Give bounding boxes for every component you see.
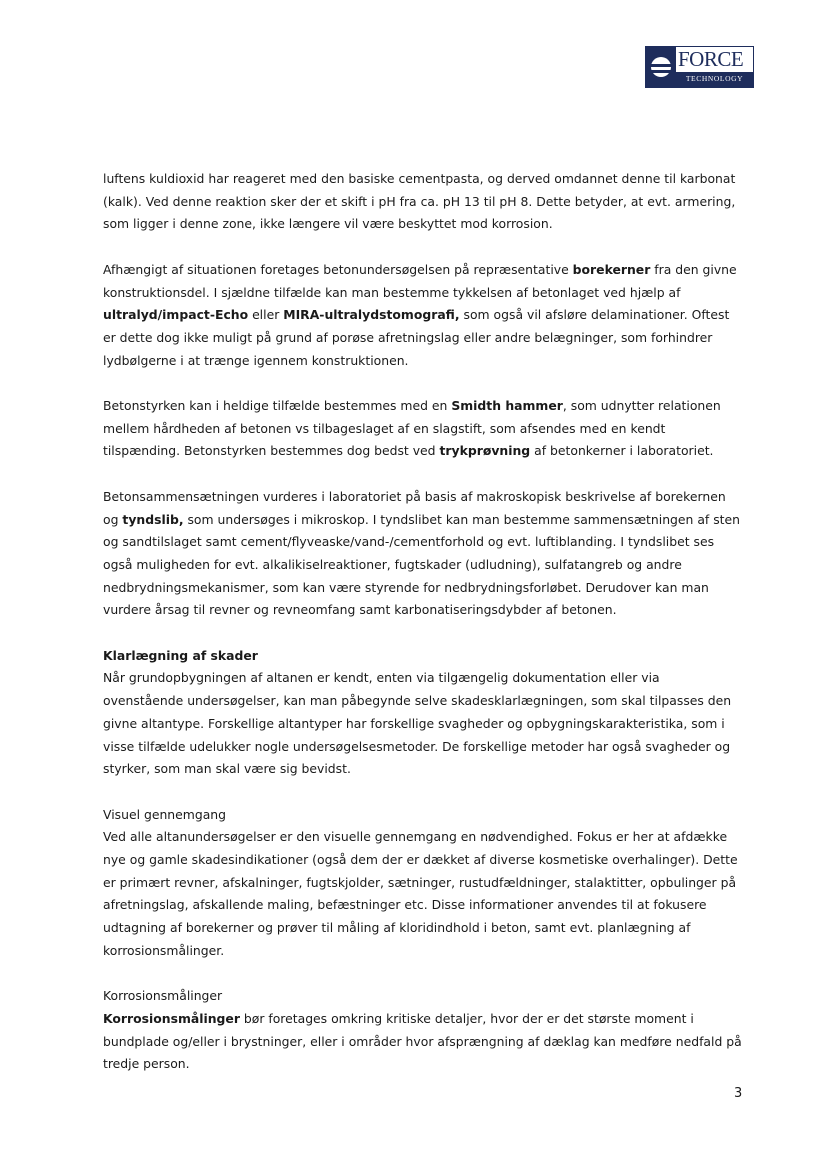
paragraph-drill-cores (103, 259, 743, 373)
globe-icon (646, 47, 676, 87)
bold-term-ultrasound: ultralyd/impact-Echo (103, 307, 249, 323)
bold-term-corrosion: Korrosionsmålinger (103, 1010, 240, 1026)
text-run: bør foretages omkring kritiske detaljer, hvor der er det største moment i bundplade og/eller i brystninger, eller i områder hvor afsprængning af dæklag kan medføre nedfald på tredje person. (103, 1010, 742, 1072)
text-run: Afhængigt af situationen foretages betonundersøgelsen på repræsentative (103, 261, 573, 277)
text-run: Betonstyrken kan i heldige tilfælde bestemmes med en (103, 398, 452, 413)
text-run: fra den givne konstruktionsdel. I sjældne tilfælde kan man bestemme tykkelsen af betonlaget ved hjælp af (103, 261, 737, 300)
text-run: eller (248, 307, 284, 323)
text-run: , som udnytter relationen mellem hårdheden af betonen vs tilbageslaget af en slagstift, som afsendes med en kendt tilspænding. Betonstyrken bestemmes dog bedst ved (103, 398, 721, 459)
subheading-visual: Visuel gennemgang (103, 806, 227, 822)
logo-subtitle: TECHNOLOGY (676, 72, 753, 87)
paragraph-corrosion (103, 1008, 743, 1076)
paragraph-carbonation: luftens kuldioxid har reageret med den basiske cementpasta, og derved omdannet denne til karbonat (kalk). Ved denne reaktion sker der et skift i pH fra ca. pH 13 til pH 8. Dette betyder, at evt. armering, som ligger i denne zone, ikke længere vil være beskyttet mod korrosion. (103, 171, 736, 232)
paragraph-damage-assessment: Når grundopbygningen af altanen er kendt, enten via tilgængelig dokumentation eller via ovenstående undersøgelser, kan man påbegynde selve skadesklarlægningen, som skal tilpasses den givne altantype. Forskellige altantyper har forskellige svagheder og opbygningskarakteristika, som i visse tilfælde udelukker nogle undersøgelsesmetoder. De forskellige metoder har også svagheder og styrker, som man skal være sig bevidst. (103, 670, 732, 777)
bold-term-tyndslib: tyndslib, (122, 511, 184, 527)
heading-text: Klarlægning af skader (103, 647, 258, 663)
logo-text (676, 47, 753, 87)
paragraph-visual-inspection: Ved alle altanundersøgelser er den visuelle gennemgang en nødvendighed. Fokus er her at afdække nye og gamle skadesindikationer (også dem der er dækket af diverse kosmetiske overhalinger). Dette er primært revner, afskalninger, fugtskjolder, sætninger, rustudfældninger, stalaktitter, opbulinger på afretningslag, afskallende maling, befæstninger etc. Disse informationer anvendes til at fokusere udtagning af borekerner og prøver til måling af kloridindhold i beton, samt evt. planlægning af korrosionsmålinger. (103, 829, 738, 958)
paragraph-composition (103, 486, 743, 622)
document-body (103, 168, 743, 1099)
text-run: som undersøges i mikroskop. I tyndslibet kan man bestemme sammensætningen af sten og sandtilslaget samt cement/flyveaske/vand-/cementforhold og evt. luftiblanding. I tyndslibet ses også muligheden for evt. alkalikiselreaktioner, fugtskader (udludning), sulfatangreb og andre nedbrydningsmekanismer, som kan være styrende for nedbrydningsforløbet. Derudover kan man vurdere årsag til revner og revneomfang samt karbonatiseringsdybder af betonen. (103, 511, 741, 618)
bold-term-mira: MIRA-ultralydstomografi, (283, 307, 460, 323)
page-number: 3 (734, 1086, 743, 1101)
text-run: af betonkerner i laboratoriet. (530, 443, 714, 459)
logo-word: FORCE (678, 47, 744, 71)
subheading-corrosion: Korrosionsmålinger (103, 988, 223, 1004)
force-technology-logo (645, 46, 754, 88)
text-run: Betonsammensætningen vurderes i laboratoriet på basis af makroskopisk beskrivelse af borekernen og (103, 488, 726, 527)
bold-term-borekerner: borekerner (572, 261, 651, 277)
bold-term-trykproevning: trykprøvning (439, 443, 531, 459)
bold-term-smidth-hammer: Smidth hammer (451, 398, 563, 413)
text-run: som også vil afsløre delaminationer. Oftest er dette dog ikke muligt på grund af porøse afretningslag eller andre belægninger, som forhindrer lydbølgerne i at trænge igennem konstruktionen. (103, 307, 730, 368)
paragraph-concrete-strength (103, 395, 743, 463)
section-heading-damage (103, 645, 743, 668)
